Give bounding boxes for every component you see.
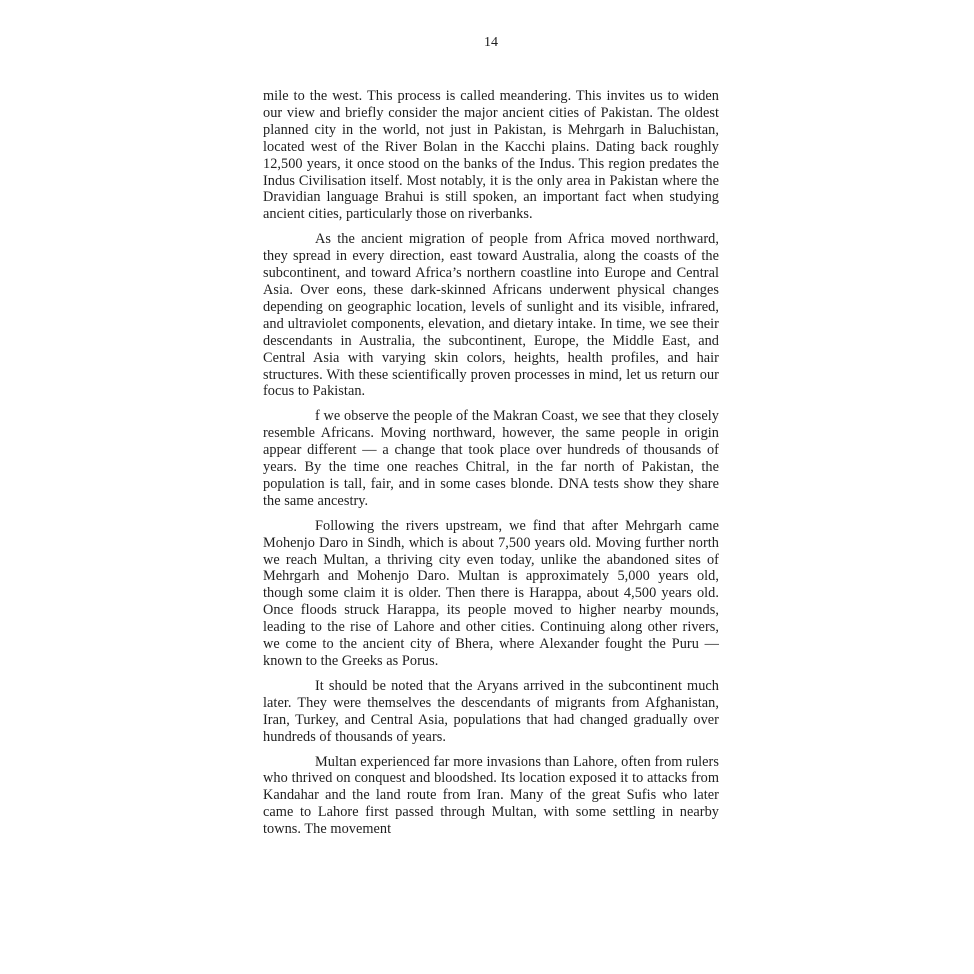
page-number: 14 xyxy=(484,35,498,50)
body-paragraph-5: It should be noted that the Aryans arrived in the subcontinent much later. They were themselves the descendants of migrants from Afghanistan, Iran, Turkey, and Central Asia, populations that had changed gradually over hundreds of thousands of years. xyxy=(263,677,719,745)
body-paragraph-6: Multan experienced far more invasions than Lahore, often from rulers who thrived on conquest and bloodshed. Its location exposed it to attacks from Kandahar and the land route from Iran. Many of the great Sufis who later came to Lahore first passed through Multan, with some settling in nearby towns. The movement xyxy=(263,753,719,838)
body-paragraph-1: mile to the west. This process is called meandering. This invites us to widen our view and briefly consider the major ancient cities of Pakistan. The oldest planned city in the world, not just in Pakistan, is Mehrgarh in Baluchistan, located west of the River Bolan in the Kacchi plains. Dating back roughly 12,500 years, it once stood on the banks of the Indus. This region predates the Indus Civilisation itself. Most notably, it is the only area in Pakistan where the Dravidian language Brahui is still spoken, an important fact when studying ancient cities, particularly those on riverbanks. xyxy=(263,88,719,223)
body-text-column xyxy=(263,88,719,846)
body-paragraph-2: As the ancient migration of people from Africa moved northward, they spread in every direction, east toward Australia, along the coasts of the subcontinent, and toward Africa’s northern coastline into Europe and Central Asia. Over eons, these dark-skinned Africans underwent physical changes depending on geographic location, levels of sunlight and its visible, infrared, and ultraviolet components, elevation, and dietary intake. In time, we see their descendants in Australia, the subcontinent, Europe, the Middle East, and Central Asia with varying skin colors, heights, health profiles, and hair structures. With these scientifically proven processes in mind, let us return our focus to Pakistan. xyxy=(263,231,719,400)
body-paragraph-4: Following the rivers upstream, we find that after Mehrgarh came Mohenjo Daro in Sindh, which is about 7,500 years old. Moving further north we reach Multan, a thriving city even today, unlike the abandoned sites of Mehrgarh and Mohenjo Daro. Multan is approximately 5,000 years old, though some claim it is older. Then there is Harappa, about 4,500 years old. Once floods struck Harappa, its people moved to higher nearby mounds, leading to the rise of Lahore and other cities. Continuing along other rivers, we come to the ancient city of Bhera, where Alexander fought the Puru — known to the Greeks as Porus. xyxy=(263,517,719,669)
body-paragraph-3: f we observe the people of the Makran Coast, we see that they closely resemble Africans. Moving northward, however, the same people in origin appear different — a change that took place over hundreds of thousands of years. By the time one reaches Chitral, in the far north of Pakistan, the population is tall, fair, and in some cases blonde. DNA tests show they share the same ancestry. xyxy=(263,408,719,509)
